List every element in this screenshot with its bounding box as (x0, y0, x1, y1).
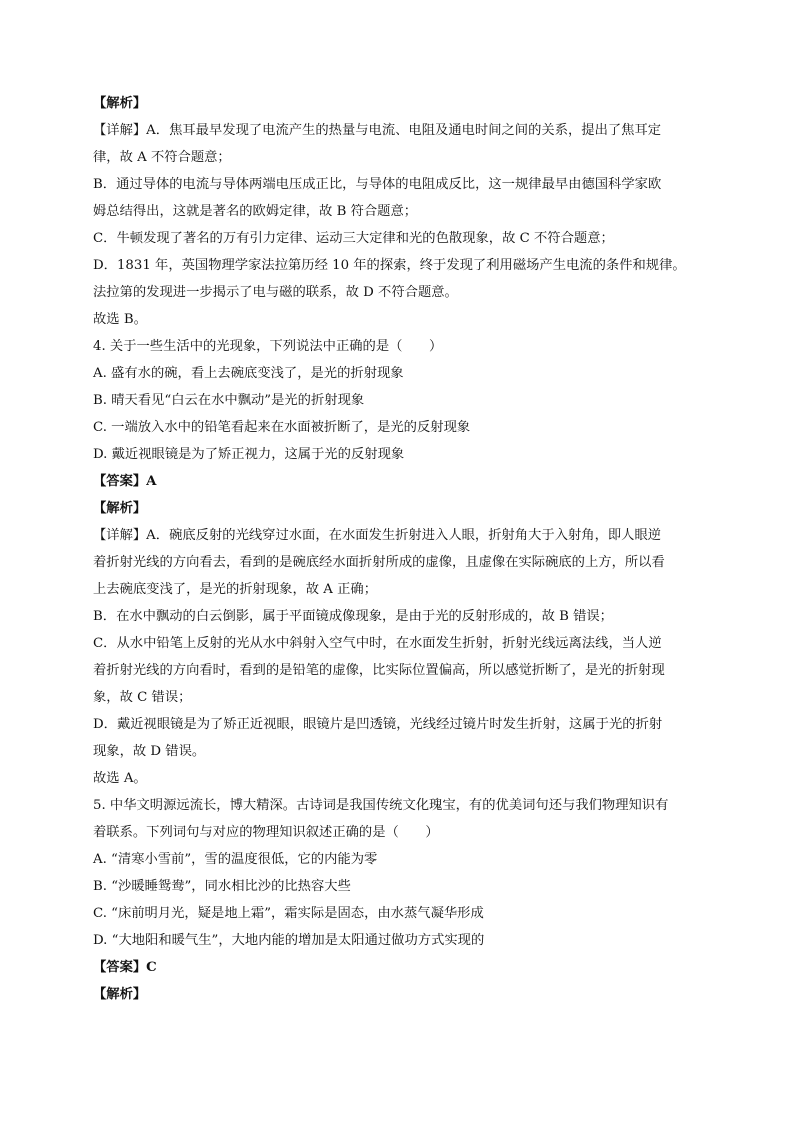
text-line: 【详解】A．碗底反射的光线穿过水面，在水面发生折射进入人眼，折射角大于入射角，即人眼逆 (93, 528, 662, 543)
text-line: 故选 A。 (93, 771, 147, 786)
text-line: C．从水中铅笔上反射的光从水中斜射入空气中时，在水面发生折射，折射光线远离法线，当人逆 (93, 636, 662, 651)
text-line: 着联系。下列词句与对应的物理知识叙述正确的是（ ） (93, 825, 439, 840)
text-line: 法拉第的发现进一步揭示了电与磁的联系，故 D 不符合题意。 (93, 285, 458, 300)
text-line: 4. 关于一些生活中的光现象，下列说法中正确的是（ ） (93, 339, 443, 354)
text-line: C. 一端放入水中的铅笔看起来在水面被折断了，是光的反射现象 (93, 420, 471, 435)
text-line: D．戴近视眼镜是为了矫正近视眼，眼镜片是凹透镜，光线经过镜片时发生折射，这属于光的折射 (93, 717, 663, 732)
text-line: B. 晴天看见“白云在水中飘动”是光的折射现象 (93, 393, 365, 408)
text-line: 【详解】A．焦耳最早发现了电流产生的热量与电流、电阻及通电时间之间的关系，提出了焦耳定 (93, 123, 662, 138)
text-line: 5. 中华文明源远流长，博大精深。古诗词是我国传统文化瑰宝，有的优美词句还与我们物理知识有 (93, 798, 669, 813)
text-line: 【答案】A (93, 474, 157, 489)
text-line: 着折射光线的方向看时，看到的是铅笔的虚像，比实际位置偏高，所以感觉折断了，是光的折射现 (93, 663, 665, 678)
text-line: B. “沙暖睡鸳鸯”，同水相比沙的比热容大些 (93, 879, 351, 894)
text-line: 现象，故 D 错误。 (93, 744, 206, 759)
text-line: 【解析】 (93, 96, 147, 111)
text-line: A. “清寒小雪前”，雪的温度很低，它的内能为零 (93, 852, 378, 867)
text-line: D．1831 年，英国物理学家法拉第历经 10 年的探索，终于发现了利用磁场产生电流的条件和规律。 (93, 258, 686, 273)
text-line: 【解析】 (93, 987, 147, 1002)
document-page (93, 90, 707, 1008)
text-line: 姆总结得出，这就是著名的欧姆定律，故 B 符合题意； (93, 204, 418, 219)
text-line: C. “床前明月光，疑是地上霜”，霜实际是固态，由水蒸气凝华形成 (93, 906, 484, 921)
text-line: B．在水中飘动的白云倒影，属于平面镜成像现象，是由于光的反射形成的，故 B 错误； (93, 609, 613, 624)
text-line: 故选 B。 (93, 312, 147, 327)
text-line: C．牛顿发现了著名的万有引力定律、运动三大定律和光的色散现象，故 C 不符合题意； (93, 231, 614, 246)
text-line: 上去碗底变浅了，是光的折射现象，故 A 正确； (93, 582, 377, 597)
text-line: 象，故 C 错误； (93, 690, 192, 705)
text-line: D. 戴近视眼镜是为了矫正视力，这属于光的反射现象 (93, 447, 405, 462)
text-line: D. “大地阳和暖气生”，大地内能的增加是太阳通过做功方式实现的 (93, 933, 485, 948)
text-line: 着折射光线的方向看去，看到的是碗底经水面折射所成的虚像，且虚像在实际碗底的上方，所以看 (93, 555, 665, 570)
text-line: 律，故 A 不符合题意； (93, 150, 231, 165)
text-line: 【解析】 (93, 501, 147, 516)
text-line: 【答案】C (93, 960, 157, 975)
text-line: A. 盛有水的碗，看上去碗底变浅了，是光的折射现象 (93, 366, 404, 381)
text-line: B．通过导体的电流与导体两端电压成正比，与导体的电阻成反比，这一规律最早由德国科学家欧 (93, 177, 662, 192)
